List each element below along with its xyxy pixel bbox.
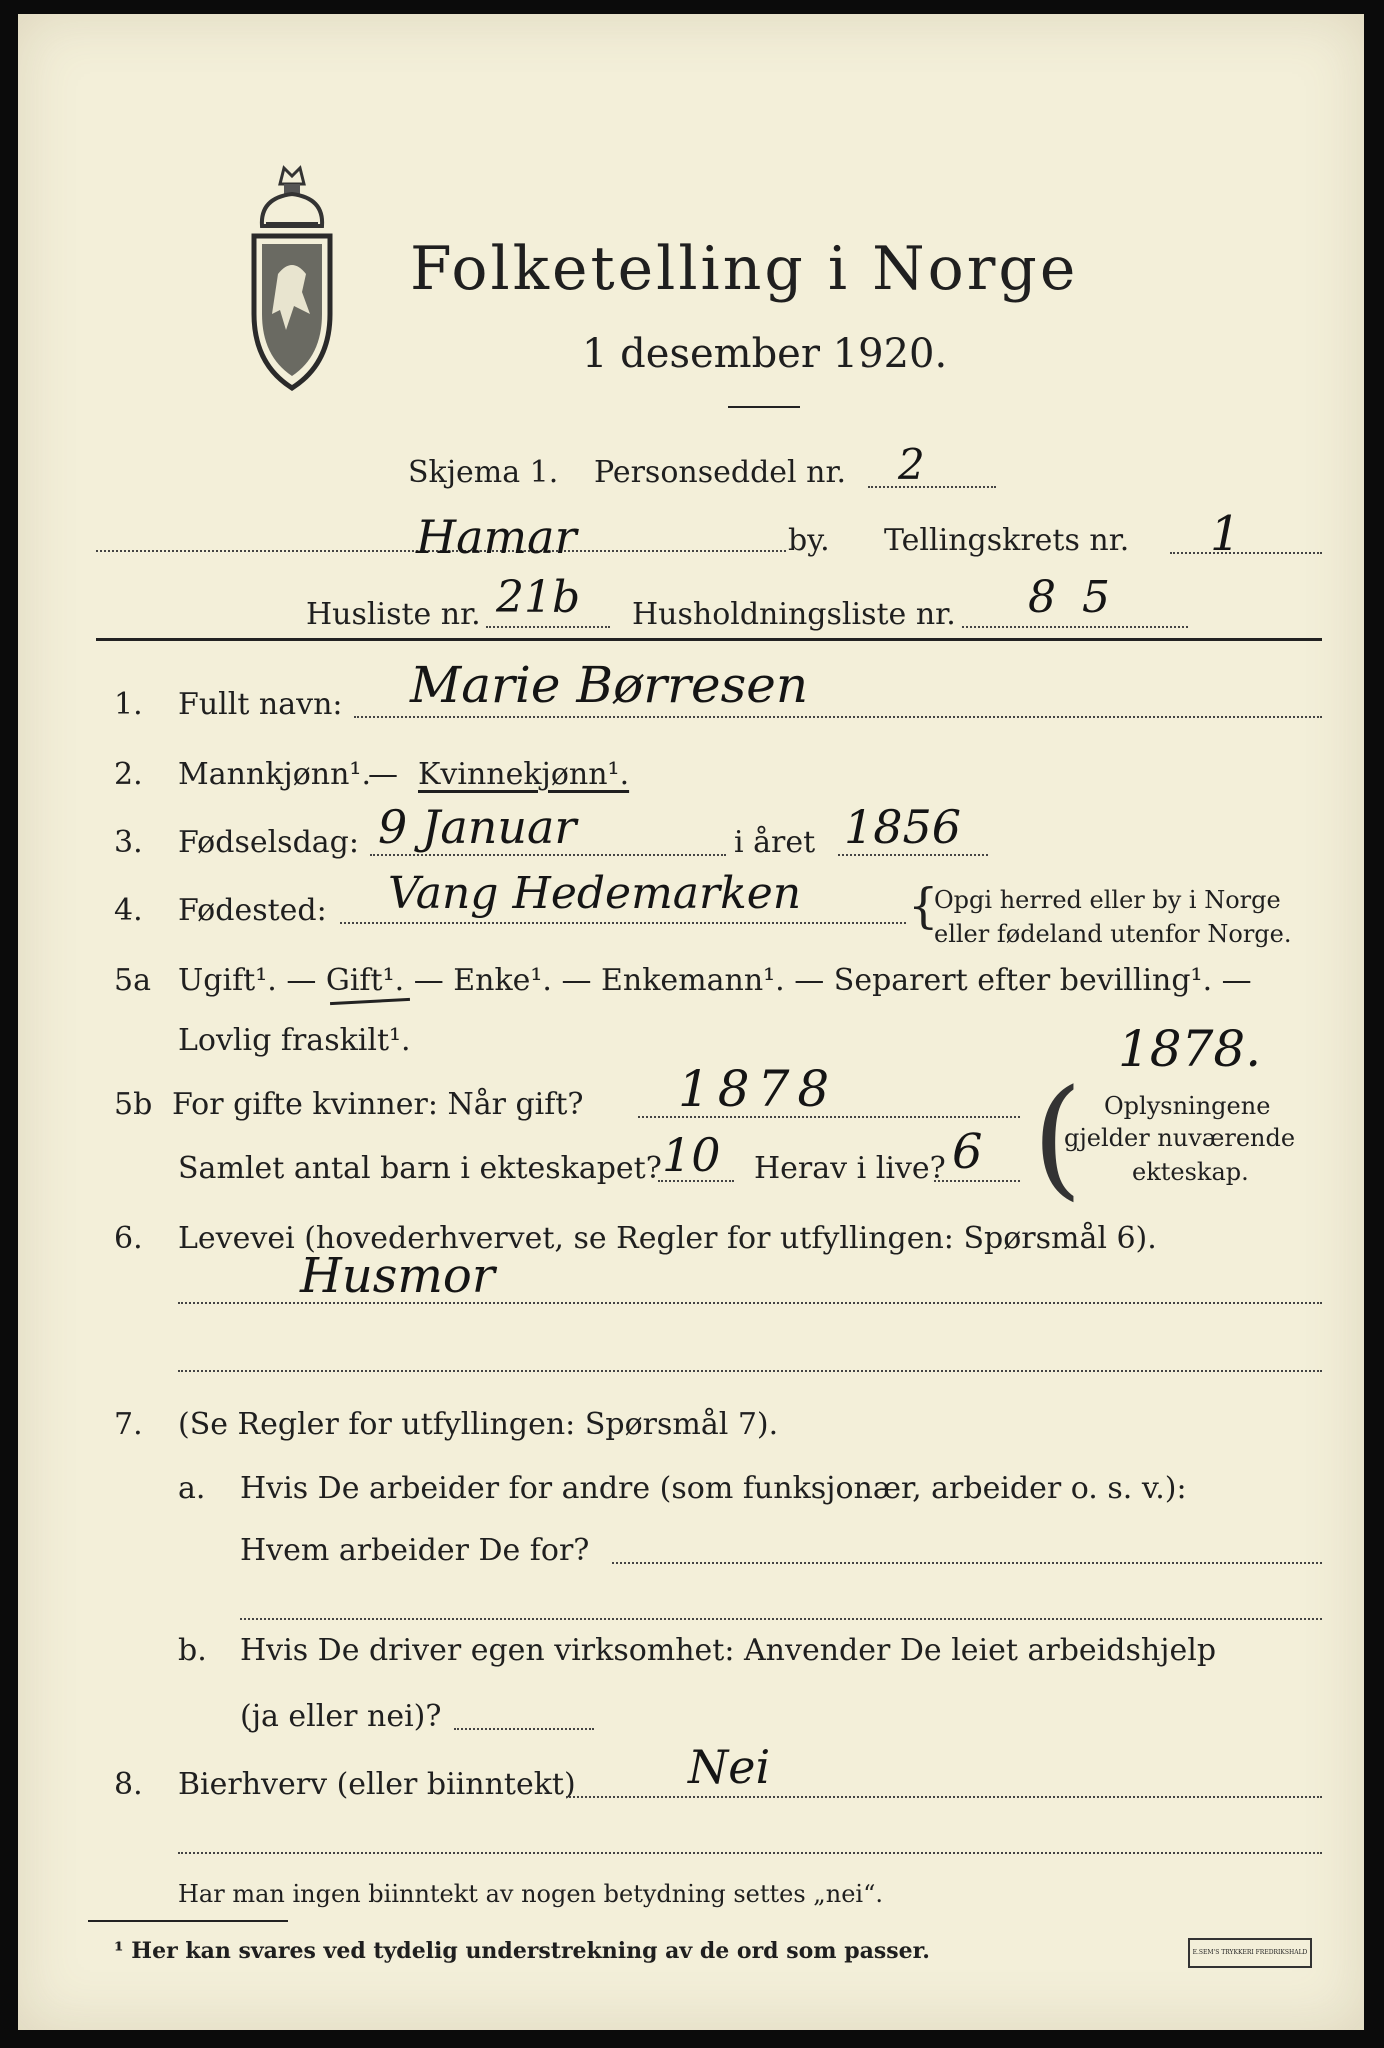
q7a-question: Hvis De arbeider for andre (som funksjonær, arbeider o. s. v.):: [240, 1471, 1187, 1506]
husholdning-label: Husholdningsliste nr.: [632, 597, 956, 632]
q3-year-value[interactable]: 1856: [844, 800, 962, 854]
q5b-children-label: Samlet antal barn i ekteskapet?: [178, 1151, 662, 1186]
q3-value[interactable]: 9 Januar: [378, 800, 577, 854]
tellingskrets-label: Tellingskrets nr.: [884, 523, 1130, 558]
census-date: 1 desember 1920.: [582, 331, 948, 377]
q7b-answer-label: (ja eller nei)?: [240, 1699, 442, 1734]
q7a-employer-line[interactable]: [612, 1562, 1322, 1564]
q6-value[interactable]: Husmor: [300, 1248, 495, 1304]
q5b-bracket: (: [1032, 1061, 1083, 1213]
q1-number: 1.: [114, 687, 143, 722]
q4-note-line1: Opgi herred eller by i Norge: [934, 886, 1281, 914]
q7b-letter: b.: [178, 1633, 207, 1668]
q5a-options-line2[interactable]: Lovlig fraskilt¹.: [178, 1023, 411, 1058]
q5b-married-label: For gifte kvinner: Når gift?: [172, 1087, 584, 1122]
q1-value[interactable]: Marie Børresen: [410, 656, 809, 714]
q6-line2: [178, 1370, 1322, 1372]
q2-male-option[interactable]: Mannkjønn¹.: [178, 757, 371, 792]
skjema-label: Skjema 1.: [408, 455, 559, 490]
personseddel-label: Personseddel nr.: [594, 455, 847, 490]
q7-number: 7.: [114, 1407, 143, 1442]
q8-line1: [566, 1796, 1322, 1798]
q5b-alive-value[interactable]: 6: [952, 1124, 983, 1180]
personseddel-value[interactable]: 2: [898, 440, 925, 489]
q5b-note-line3: ekteskap.: [1132, 1158, 1249, 1186]
tellingskrets-line: [1170, 552, 1322, 554]
q6-number: 6.: [114, 1221, 143, 1256]
q5b-alive-line: [934, 1180, 1020, 1182]
q8-label: Bierhverv (eller biinntekt): [178, 1767, 576, 1802]
q5a-gift-underline: [330, 998, 410, 1005]
q5a-number: 5a: [114, 963, 151, 998]
q2-female-option[interactable]: Kvinnekjønn¹.: [418, 757, 630, 792]
census-form-page: [18, 14, 1364, 2030]
q5a-options-line1[interactable]: Ugift¹. — Gift¹. — Enke¹. — Enkemann¹. — Separert efter bevilling¹. —: [178, 963, 1252, 998]
q7b-question: Hvis De driver egen virksomhet: Anvender De leiet arbeidshjelp: [240, 1633, 1217, 1668]
q5b-note-line2: gjelder nuværende: [1064, 1124, 1296, 1152]
header-divider: [96, 638, 1322, 641]
q3-year-label: i året: [734, 825, 816, 860]
printer-stamp: E.SEM'S TRYKKERI FREDRIKSHALD: [1188, 1938, 1312, 1968]
q6-label: Levevei (hovederhvervet, se Regler for utfyllingen: Spørsmål 6).: [178, 1221, 1157, 1256]
q3-number: 3.: [114, 825, 143, 860]
q5b-married-value[interactable]: 1878: [678, 1060, 838, 1118]
q2-separator: —: [368, 757, 398, 792]
biinntekt-note: Har man ingen biinntekt av nogen betydning settes „nei“.: [178, 1880, 883, 1908]
q3-label: Fødselsdag:: [178, 825, 359, 860]
form-title: Folketelling i Norge: [410, 234, 1079, 304]
q5a-margin-value: 1878.: [1118, 1020, 1262, 1078]
norwegian-coat-of-arms-icon: [244, 164, 340, 394]
q8-value[interactable]: Nei: [688, 1740, 771, 1794]
husholdning-value[interactable]: 8 5: [1028, 572, 1110, 623]
q8-number: 8.: [114, 1767, 143, 1802]
q1-line: [354, 716, 1322, 718]
q1-label: Fullt navn:: [178, 687, 343, 722]
q4-line: [340, 922, 906, 924]
tellingskrets-value[interactable]: 1: [1210, 506, 1241, 562]
q3-year-line: [838, 854, 988, 856]
footnote-divider: [88, 1920, 288, 1922]
q3-line: [370, 854, 726, 856]
q4-brace: {: [908, 878, 939, 934]
husliste-value[interactable]: 21b: [496, 572, 581, 623]
q8-line2: [178, 1852, 1322, 1854]
city-value[interactable]: Hamar: [416, 510, 577, 564]
q7a-employer-label: Hvem arbeider De for?: [240, 1533, 590, 1568]
by-label: by.: [788, 523, 830, 558]
q4-label: Fødested:: [178, 893, 327, 928]
q4-note-line2: eller fødeland utenfor Norge.: [934, 920, 1292, 948]
husholdning-line: [962, 626, 1188, 628]
q4-number: 4.: [114, 893, 143, 928]
q5b-alive-label: Herav i live?: [754, 1151, 946, 1186]
q7a-letter: a.: [178, 1471, 206, 1506]
q2-number: 2.: [114, 757, 143, 792]
title-divider: [728, 406, 800, 408]
q5b-children-value[interactable]: 10: [662, 1128, 721, 1182]
husliste-label: Husliste nr.: [306, 597, 481, 632]
husliste-line: [486, 626, 610, 628]
footnote: ¹ Her kan svares ved tydelig understrekning av de ord som passer.: [114, 1938, 930, 1964]
q7b-answer-line[interactable]: [454, 1728, 594, 1730]
personseddel-line: [868, 486, 996, 488]
q7a-extra-line[interactable]: [240, 1618, 1322, 1620]
q7-label: (Se Regler for utfyllingen: Spørsmål 7).: [178, 1407, 779, 1442]
q4-value[interactable]: Vang Hedemarken: [388, 868, 802, 919]
q5b-number: 5b: [114, 1087, 153, 1122]
q5b-note-line1: Oplysningene: [1104, 1092, 1271, 1120]
